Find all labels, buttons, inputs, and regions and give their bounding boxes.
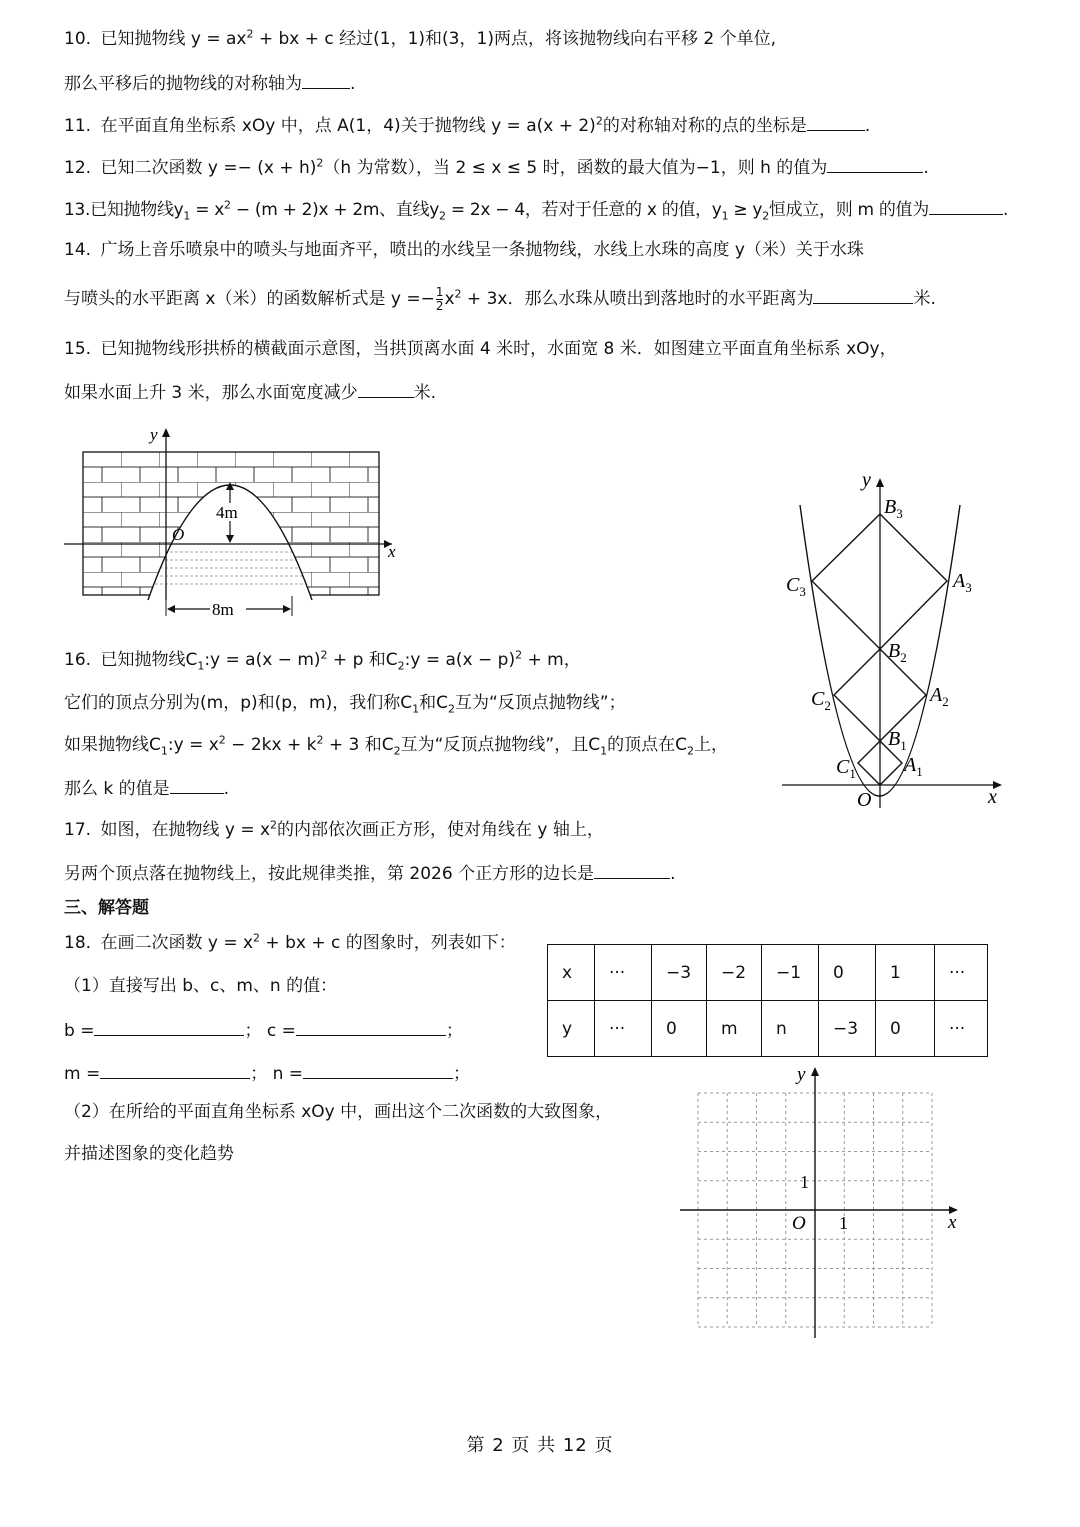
q14-sup: 2 <box>454 287 462 301</box>
q12-number: 12. <box>64 158 92 178</box>
q10-answer-blank[interactable] <box>302 70 350 89</box>
bridge-y-label: y <box>150 425 158 444</box>
q18-part2: （2）在所给的平面直角坐标系 xOy 中，画出这个二次函数的大致图象， <box>64 1102 613 1122</box>
q14-line1-text: 广场上音乐喷泉中的喷头与地面齐平，喷出的水线呈一条抛物线，水线上水珠的高度 y（米）关于水珠 <box>100 240 864 260</box>
q13-text-5: ≥ y <box>728 200 763 220</box>
q14-line2-a: 与喷头的水平距离 x（米）的函数解析式是 y =− <box>64 289 435 309</box>
q11-line <box>64 112 870 138</box>
bridge-figure <box>60 420 410 630</box>
width-arrow-left <box>167 605 175 613</box>
q16-l3-p1: 2 <box>218 733 226 747</box>
q13-text-2: = x <box>190 200 225 220</box>
q16-l1-s1: 1 <box>197 659 205 673</box>
q10-line2-text: 那么平移后的抛物线的对称轴为 <box>64 74 302 94</box>
q17-line2 <box>64 860 675 886</box>
grid-one-y-label: 1 <box>800 1172 809 1192</box>
label-C1: $C_1$ <box>836 756 856 781</box>
section-heading: 三、解答题 <box>64 898 149 918</box>
q17-sup: 2 <box>270 818 278 832</box>
q14-number: 14. <box>64 240 92 260</box>
q12-sup: 2 <box>316 156 324 170</box>
q15-answer-blank[interactable] <box>358 379 414 398</box>
q10-sup: 2 <box>246 27 254 41</box>
q14-line1 <box>64 238 864 262</box>
q16-l3-s4: 2 <box>686 744 694 758</box>
q15-line2-text: 如果水面上升 3 米，那么水面宽度减少 <box>64 383 358 403</box>
q10-line1 <box>64 27 776 51</box>
table-cell: 1 <box>876 945 935 1001</box>
table-cell: −2 <box>707 945 762 1001</box>
q14-line2-c: + 3x．那么水珠从喷出到落地时的水平距离为 <box>461 289 814 309</box>
q13-line <box>64 196 1008 222</box>
table-cell: −1 <box>762 945 819 1001</box>
q12-text-b: （h 为常数），当 2 ≤ x ≤ 5 时，函数的最大值为−1，则 h 的值为 <box>323 158 828 178</box>
q18-part2-line2: 并描述图象的变化趋势 <box>64 1144 234 1164</box>
q11-sup: 2 <box>595 114 603 128</box>
q16-l2-a: 它们的顶点分别为(m，p)和(p，m)，我们称C <box>64 693 413 713</box>
q11-text-a: 在平面直角坐标系 xOy 中，点 A(1，4)关于抛物线 y = a(x + 2) <box>100 116 596 136</box>
q14-end: 米. <box>913 289 936 309</box>
q11-text-b: 的对称轴对称的点的坐标是 <box>602 116 807 136</box>
table-cell: n <box>762 1001 819 1057</box>
m-answer-blank[interactable] <box>100 1060 250 1079</box>
q16-l3-s1: 1 <box>160 744 168 758</box>
q16-l3-g: 上， <box>693 735 728 755</box>
q11-number: 11. <box>64 116 92 136</box>
label-C2: $C_2$ <box>811 688 831 713</box>
c-label: ； c = <box>244 1021 296 1041</box>
q14-answer-blank[interactable] <box>813 285 913 304</box>
q16-l1-d: :y = a(x − p) <box>404 650 516 670</box>
squares-origin-label: O <box>857 789 872 811</box>
q16-l2-b: 和C <box>419 693 448 713</box>
q18-line1 <box>64 931 516 955</box>
q16-l3-a: 如果抛物线C <box>64 735 161 755</box>
q16-l2-c: 互为“反顶点抛物线”； <box>454 693 626 713</box>
c-answer-blank[interactable] <box>296 1017 446 1036</box>
q15-number: 15. <box>64 339 92 359</box>
bridge-origin-label: O <box>172 525 185 544</box>
q16-l1-s2: 2 <box>397 659 405 673</box>
q13-sub-1: 1 <box>183 209 191 223</box>
q18-l1-a: 在画二次函数 y = x <box>100 933 254 953</box>
n-answer-blank[interactable] <box>303 1060 453 1079</box>
q16-l3-s2: 2 <box>393 744 401 758</box>
q18-part1: （1）直接写出 b、c、m、n 的值： <box>64 976 338 996</box>
grid-figure[interactable] <box>670 1060 970 1350</box>
width-label: 8m <box>212 600 234 619</box>
grid-origin-label: O <box>792 1213 806 1234</box>
q18-mn-line <box>64 1060 470 1086</box>
label-B3: $B_3$ <box>884 496 903 521</box>
grid-y-label: y <box>797 1064 806 1085</box>
squares-figure <box>770 460 1020 840</box>
q17-end: . <box>670 864 676 884</box>
n-label: ； n = <box>250 1064 304 1084</box>
q14-line2-b: x <box>444 289 455 309</box>
q13-sub-3: 1 <box>721 209 729 223</box>
bridge-y-arrow <box>162 428 170 437</box>
b-label: b = <box>64 1021 95 1041</box>
q11-end: . <box>864 116 871 136</box>
q17-l2: 另两个顶点落在抛物线上，按此规律类推，第 2026 个正方形的边长是 <box>64 864 595 884</box>
q16-answer-blank[interactable] <box>170 775 224 794</box>
q18-number: 18. <box>64 933 92 953</box>
q13-sub-4: 2 <box>762 209 769 223</box>
table-row-x <box>548 945 988 1001</box>
b-answer-blank[interactable] <box>94 1017 244 1036</box>
q13-sup-1: 2 <box>224 198 231 212</box>
label-B1: $B_1$ <box>888 728 907 753</box>
q12-line <box>64 154 929 180</box>
label-A2: $A_2$ <box>930 684 949 709</box>
q13-text-3: − (m + 2)x + 2m、直线y <box>230 200 440 220</box>
q10-line2 <box>64 70 355 96</box>
q13-text-6: 恒成立，则 m 的值为 <box>768 200 929 220</box>
q12-text-a: 已知二次函数 y =− (x + h) <box>100 158 317 178</box>
label-B2: $B_2$ <box>888 640 907 665</box>
squares-x-label: x <box>988 786 997 808</box>
table-cell: 0 <box>876 1001 935 1057</box>
q14-frac-den: 2 <box>435 298 444 313</box>
q17-l1-b: 的内部依次画正方形，使对角线在 y 轴上， <box>277 820 604 840</box>
q14-line2 <box>64 284 936 314</box>
q16-l1-e: + m， <box>522 650 581 670</box>
height-label: 4m <box>216 503 238 522</box>
q16-l2-s2: 2 <box>447 702 455 716</box>
q16-l3-f: 的顶点在C <box>607 735 687 755</box>
table-cell: ··· <box>595 1001 652 1057</box>
q16-l3-s3: 1 <box>600 744 608 758</box>
table-row-y <box>548 1001 988 1057</box>
value-table <box>547 944 988 1057</box>
q15-line1-text: 已知抛物线形拱桥的横截面示意图，当拱顶离水面 4 米时，水面宽 8 米．如图建立平面直角坐标系 xOy， <box>100 339 897 359</box>
q16-l4: 那么 k 的值是 <box>64 779 170 799</box>
squares-y-label: y <box>862 469 871 491</box>
q10-text-a: 已知抛物线 y = ax <box>100 29 247 49</box>
q16-l1-c: + p 和C <box>327 650 398 670</box>
c-semicolon: ； <box>445 1021 463 1041</box>
q10-text-b: + bx + c 经过(1，1)和(3，1)两点，将该抛物线向右平移 2 个单位, <box>253 29 776 49</box>
q16-line1 <box>64 648 581 672</box>
q16-end: . <box>223 779 230 799</box>
q15-line1 <box>64 337 897 361</box>
q16-l1-p1: 2 <box>320 648 328 662</box>
table-cell: m <box>707 1001 762 1057</box>
q13-sub-2: 2 <box>439 209 446 223</box>
q16-l1-b: :y = a(x − m) <box>204 650 321 670</box>
q16-l3-p2: 2 <box>316 733 324 747</box>
q16-l1-p2: 2 <box>515 648 523 662</box>
table-cell: −3 <box>819 1001 876 1057</box>
q16-l3-c: − 2kx + k <box>225 735 317 755</box>
q13-text-4: = 2x − 4，若对于任意的 x 的值，y <box>445 200 722 220</box>
table-cell: 0 <box>652 1001 707 1057</box>
table-cell: ··· <box>935 1001 988 1057</box>
q16-l3-d: + 3 和C <box>323 735 394 755</box>
squares-y-arrow <box>876 478 884 487</box>
grid-y-arrow <box>811 1067 819 1076</box>
q13-text-1: 已知抛物线y <box>90 200 184 220</box>
grid-one-x-label: 1 <box>839 1213 848 1233</box>
q15-line2 <box>64 379 436 405</box>
table-cell: −3 <box>652 945 707 1001</box>
q16-l1-a: 已知抛物线C <box>100 650 198 670</box>
grid-x-label: x <box>948 1212 957 1233</box>
n-semicolon: ； <box>453 1064 471 1084</box>
table-cell: y <box>548 1001 595 1057</box>
q15-end: 米. <box>413 383 437 403</box>
bridge-x-label: x <box>388 542 396 561</box>
table-cell: 0 <box>819 945 876 1001</box>
q13-answer-blank[interactable] <box>929 196 1003 215</box>
page-footer: 第 2 页 共 12 页 <box>466 1435 614 1456</box>
table-cell: ··· <box>595 945 652 1001</box>
table-cell: ··· <box>935 945 988 1001</box>
label-C3: $C_3$ <box>786 574 806 599</box>
q13-number: 13. <box>64 200 91 220</box>
label-A3: $A_3$ <box>953 570 972 595</box>
q16-l3-e: 互为“反顶点抛物线”，且C <box>400 735 601 755</box>
table-cell: x <box>548 945 595 1001</box>
label-A1: $A_1$ <box>904 754 923 779</box>
q10-number: 10. <box>64 29 92 49</box>
q18-l1-b: + bx + c 的图象时，列表如下： <box>260 933 516 953</box>
q10-end: . <box>350 74 356 94</box>
q14-fraction <box>436 286 444 313</box>
q12-end: . <box>923 158 929 178</box>
q18-bc-line <box>64 1017 463 1043</box>
m-label: m = <box>64 1064 101 1084</box>
q17-line1 <box>64 818 604 842</box>
q18-sup: 2 <box>253 931 261 945</box>
q13-end: . <box>1002 200 1009 220</box>
q16-line3 <box>64 733 728 757</box>
width-arrow-right <box>283 605 291 613</box>
q14-frac-num: 1 <box>435 284 444 299</box>
q11-answer-blank[interactable] <box>807 112 865 131</box>
q16-l2-s1: 1 <box>412 702 420 716</box>
q17-l1-a: 如图，在抛物线 y = x <box>100 820 271 840</box>
q17-answer-blank[interactable] <box>594 860 670 879</box>
q16-line2 <box>64 691 626 715</box>
q17-number: 17. <box>64 820 92 840</box>
q12-answer-blank[interactable] <box>827 154 923 173</box>
q16-l3-b: :y = x <box>167 735 219 755</box>
q16-line4 <box>64 775 229 801</box>
q16-number: 16. <box>64 650 92 670</box>
